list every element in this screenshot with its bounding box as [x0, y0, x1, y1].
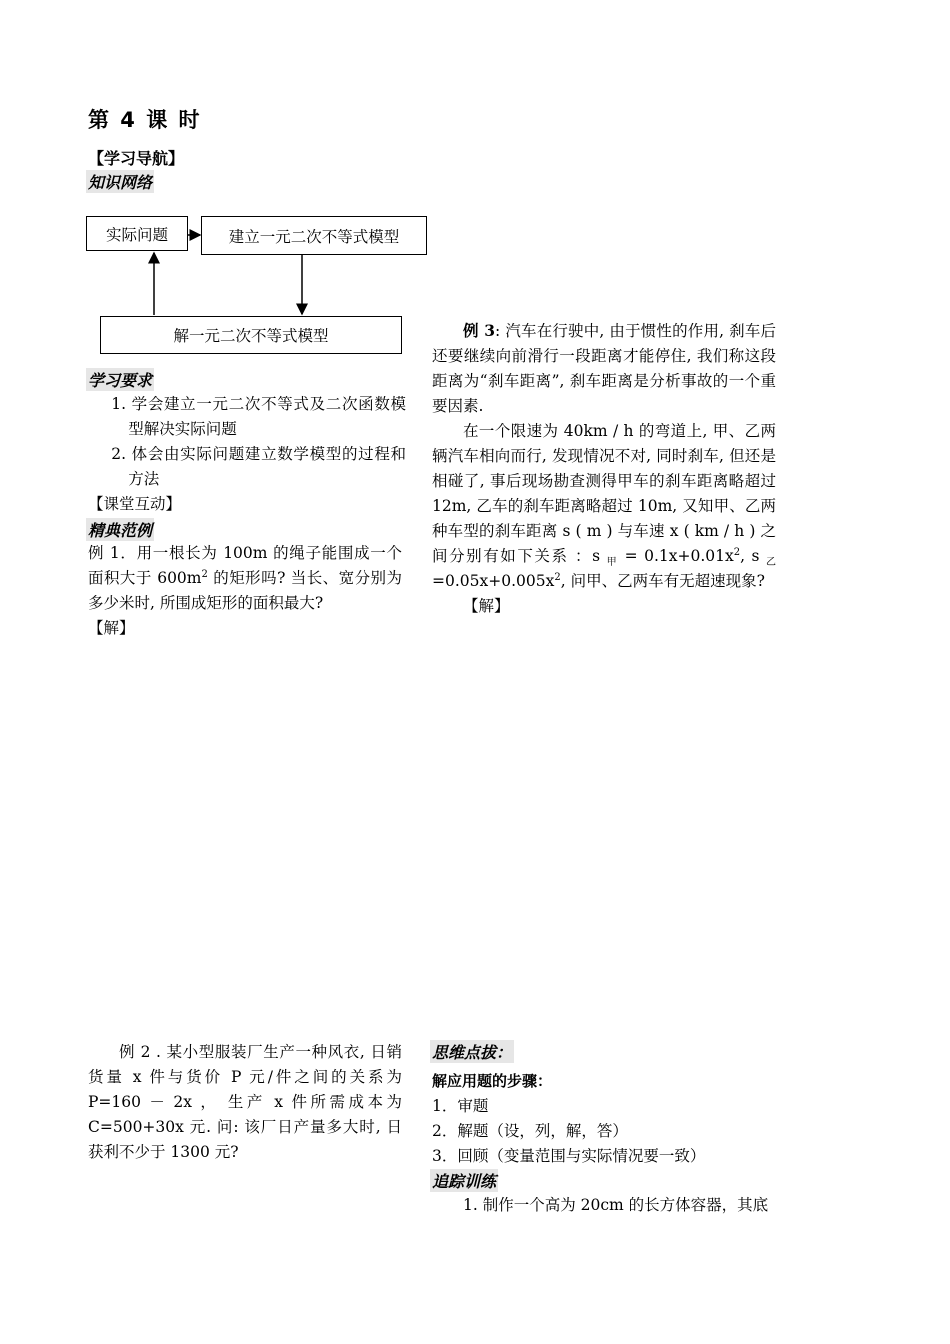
requirement-item: 1. 学会建立一元二次不等式及二次函数模型解决实际问题: [111, 395, 406, 438]
tracking-item: 1. 制作一个高为 20cm 的长方体容器，其底: [463, 1196, 769, 1214]
requirement-item: 2. 体会由实际问题建立数学模型的过程和方法: [111, 445, 406, 488]
requirements-list: [88, 392, 406, 517]
example2-text: 例 2 . 某小型服装厂生产一种风衣, 日销货量 x 件与货价 P 元/件之间的关系为 P=160 － 2x ， 生产 x 件所需成本为 C=500+30x 元. 问: 该厂日产量多大时, 日获利不少于 1300 元?: [88, 1043, 402, 1161]
example3-para2-b: = 0.1x+0.01x: [618, 547, 734, 565]
example3-para2-c: , s: [740, 547, 766, 565]
box-real-problem: 实际问题: [86, 216, 188, 251]
example3-sup1: 2: [733, 546, 741, 558]
example3-sub-jia: 甲: [606, 557, 619, 569]
example1-text: 例 1．用一根长为 100m 的绳子能围成一个面积大于 600m: [88, 544, 402, 587]
example3-sub-yi: 乙: [766, 557, 776, 569]
nav-header: 【学习导航】: [88, 149, 185, 168]
examples-heading: 精典范例: [86, 518, 154, 541]
example3-para2: 在一个限速为 40km / h 的弯道上, 甲、乙两辆汽车相向而行, 发现情况不对, 同时刹车, 但还是相碰了, 事后现场勘查测得甲车的刹车距离略超过 12m, 乙车的刹车距离略超过 10m, 又知甲、乙两种车型的刹车距离 s ( m ) 与车速 x ( km / h ) 之间分别有如下关系 ：s: [432, 422, 776, 565]
step-item: 3．回顾（变量范围与实际情况要一致）: [432, 1147, 706, 1165]
example3-para1: : 汽车在行驶中, 由于惯性的作用, 刹车后还要继续向前滑行一段距离才能停住, 我们称这段距离为“刹车距离”, 刹车距离是分析事故的一个重要因素.: [432, 322, 776, 415]
example3-sup2: 2: [554, 571, 561, 583]
page-title: 第 4 课 时: [88, 108, 202, 132]
example1-text-b: 的矩形吗? 当长、宽分别为多少米时, 所围成矩形的面积最大?: [88, 569, 402, 612]
example3: [432, 318, 776, 619]
tracking-list: [432, 1193, 776, 1218]
steps-list: [432, 1094, 776, 1169]
thinking-heading: 思维点拔：: [430, 1040, 514, 1063]
example1: [88, 541, 402, 641]
class-interaction-header: 【课堂互动】: [88, 495, 182, 513]
step-item: 2．解题（设，列，解，答）: [432, 1122, 628, 1140]
knowledge-network-diagram: [86, 216, 426, 356]
step-item: 1．审题: [432, 1097, 489, 1115]
example2: [88, 1040, 402, 1165]
requirements-heading: 学习要求: [86, 368, 154, 391]
example3-solution: 【解】: [463, 597, 510, 615]
example1-solution: 【解】: [88, 619, 135, 637]
example3-label: 例 3: [463, 321, 496, 340]
box-solve-model: 解一元二次不等式模型: [100, 316, 402, 354]
example1-sup: 2: [201, 568, 208, 580]
steps-heading: 解应用题的步骤：: [432, 1072, 553, 1090]
tracking-heading: 追踪训练: [430, 1169, 498, 1192]
box-build-model: 建立一元二次不等式模型: [201, 216, 427, 255]
example3-para2-e: , 问甲、乙两车有无超速现象?: [560, 572, 765, 590]
knowledge-network-heading: 知识网络: [86, 170, 154, 193]
example3-para2-d: =0.05x+0.005x: [432, 572, 555, 590]
